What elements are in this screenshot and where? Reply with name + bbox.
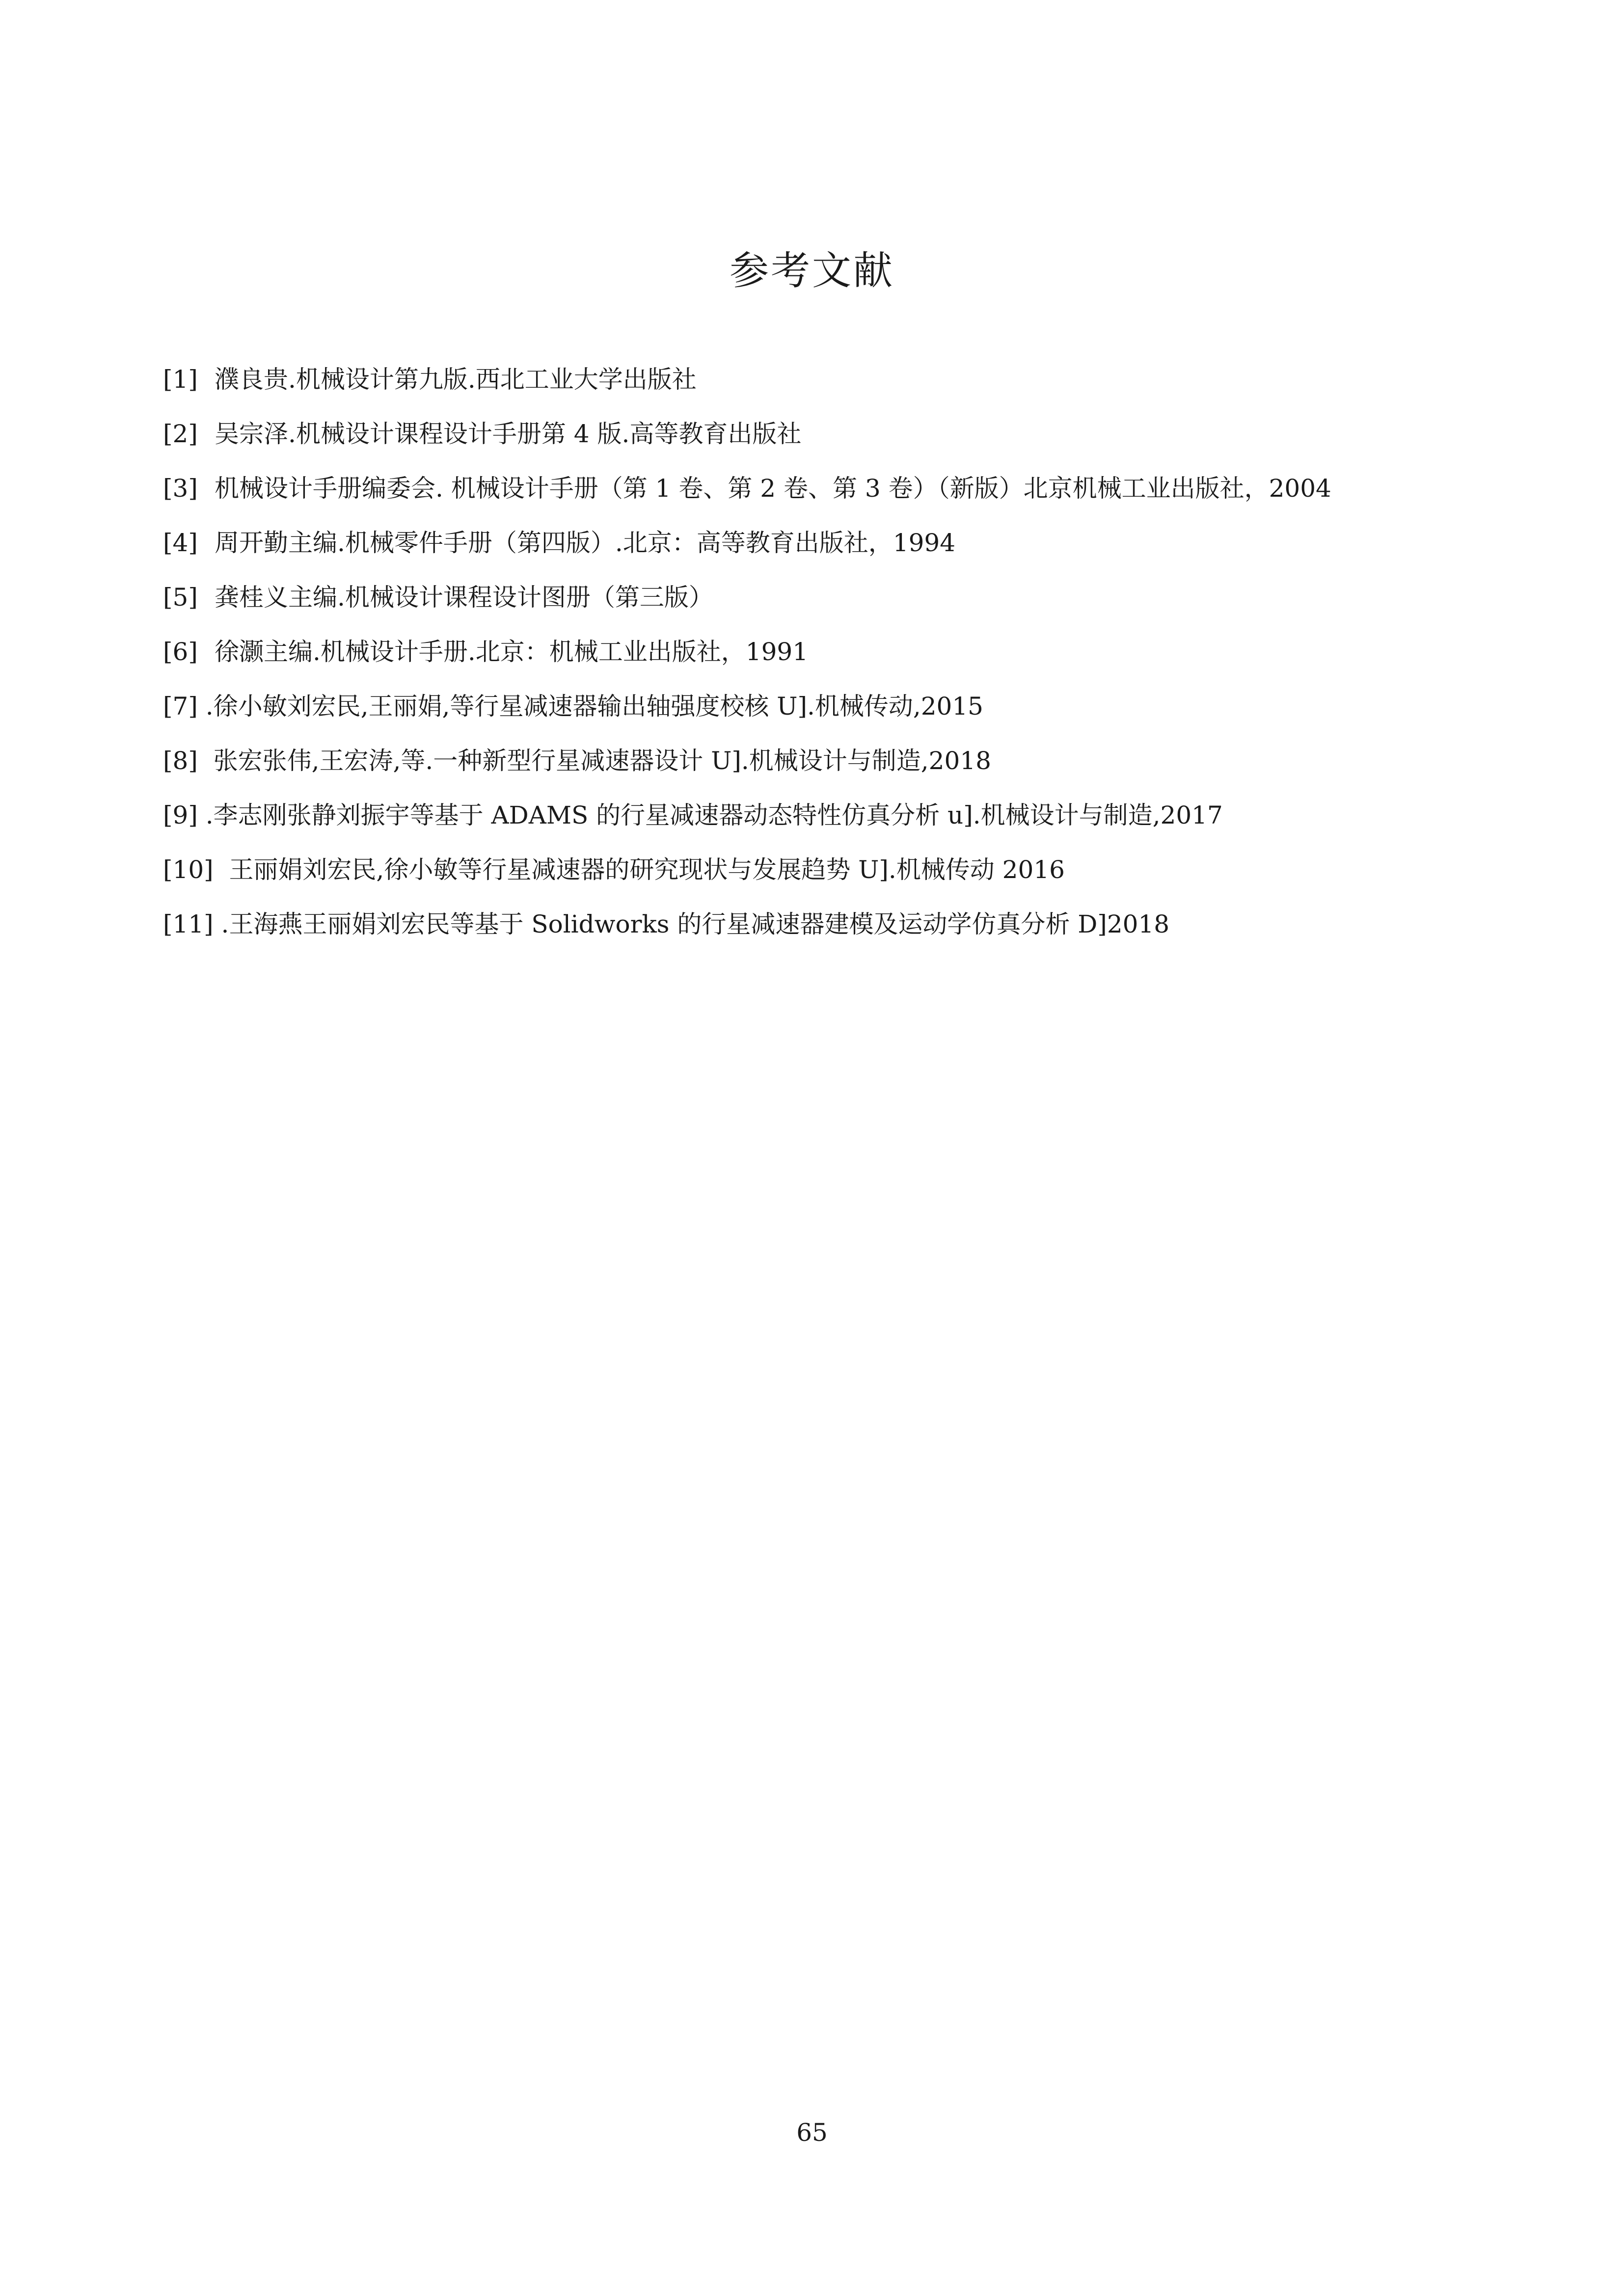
reference-number: [7] [163, 692, 198, 721]
reference-text: 张宏张伟,王宏涛,等.一种新型行星减速器设计 U].机械设计与制造,2018 [213, 747, 991, 775]
reference-number: [4] [163, 529, 198, 557]
reference-item [163, 516, 1469, 570]
reference-item [163, 679, 1469, 734]
reference-number: [8] [163, 747, 198, 775]
reference-number: [3] [163, 474, 198, 503]
reference-item [163, 625, 1469, 679]
reference-number: [6] [163, 638, 198, 666]
reference-text: 周开勤主编.机械零件手册（第四版）.北京：高等教育出版社，1994 [215, 529, 956, 557]
reference-text: .王海燕王丽娟刘宏民等基于 Solidworks 的行星减速器建模及运动学仿真分析 D]2018 [221, 910, 1170, 938]
reference-item [163, 461, 1469, 516]
reference-item [163, 352, 1469, 407]
reference-list [163, 352, 1469, 952]
reference-number: [2] [163, 420, 198, 448]
reference-number: [11] [163, 910, 214, 938]
reference-item [163, 407, 1469, 461]
reference-number: [9] [163, 801, 198, 829]
reference-item [163, 788, 1469, 843]
reference-text: 吴宗泽.机械设计课程设计手册第 4 版.高等教育出版社 [215, 420, 802, 448]
reference-number: [5] [163, 583, 198, 612]
reference-text: 龚桂义主编.机械设计课程设计图册（第三版） [215, 583, 713, 612]
reference-text: 王丽娟刘宏民,徐小敏等行星减速器的研究现状与发展趋势 U].机械传动 2016 [229, 855, 1065, 884]
reference-item [163, 570, 1469, 625]
reference-item [163, 897, 1469, 952]
reference-item [163, 843, 1469, 897]
reference-text: .李志刚张静刘振宇等基于 ADAMS 的行星减速器动态特性仿真分析 u].机械设计与制造,2017 [205, 801, 1223, 829]
reference-item [163, 734, 1469, 788]
page-title: 参考文献 [730, 248, 894, 294]
page-number: 65 [796, 2118, 828, 2147]
reference-number: [10] [163, 855, 214, 884]
reference-text: 徐灏主编.机械设计手册.北京：机械工业出版社，1991 [215, 638, 809, 666]
reference-text: 机械设计手册编委会. 机械设计手册（第 1 卷、第 2 卷、第 3 卷）（新版）北京机械工业出版社，2004 [215, 474, 1331, 503]
reference-text: 濮良贵.机械设计第九版.西北工业大学出版社 [215, 365, 697, 394]
reference-number: [1] [163, 365, 198, 394]
reference-text: .徐小敏刘宏民,王丽娟,等行星减速器输出轴强度校核 U].机械传动,2015 [205, 692, 983, 721]
